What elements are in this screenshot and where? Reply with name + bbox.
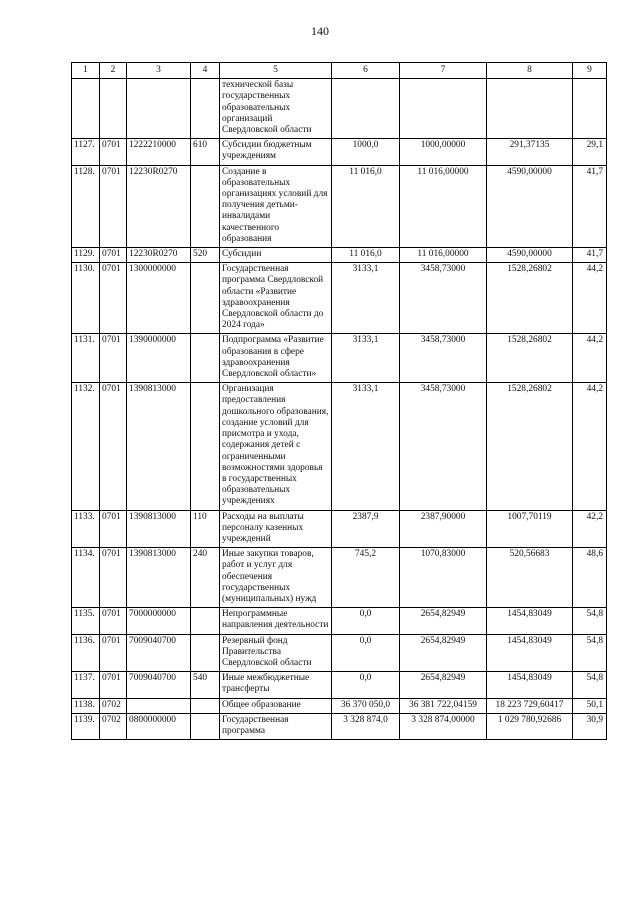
expense-type-cell: 110 <box>191 510 220 548</box>
execution-percent-cell: 30,9 <box>573 713 607 739</box>
execution-percent-cell: 48,6 <box>573 548 607 608</box>
execution-percent-cell: 54,8 <box>573 672 607 698</box>
approved-amount-cell: 745,2 <box>332 548 400 608</box>
expense-type-cell <box>191 334 220 383</box>
section-code-cell: 0701 <box>100 139 127 165</box>
refined-amount-cell: 2654,82949 <box>400 634 487 672</box>
target-article-cell: 7009040700 <box>127 634 191 672</box>
approved-amount-cell: 2387,9 <box>332 510 400 548</box>
expense-type-cell <box>191 698 220 713</box>
row-number-cell: 1130. <box>72 263 100 334</box>
approved-amount-cell: 3 328 874,0 <box>332 713 400 739</box>
approved-amount-cell: 11 016,0 <box>332 248 400 263</box>
table-row <box>72 608 607 634</box>
expense-type-cell <box>191 79 220 139</box>
execution-percent-cell: 41,7 <box>573 165 607 247</box>
approved-amount-cell: 3133,1 <box>332 334 400 383</box>
refined-amount-cell: 3458,73000 <box>400 383 487 510</box>
executed-amount-cell: 4590,00000 <box>487 165 573 247</box>
section-code-cell: 0701 <box>100 608 127 634</box>
section-code-cell: 0701 <box>100 263 127 334</box>
target-article-cell: 1390813000 <box>127 548 191 608</box>
section-code-cell: 0701 <box>100 634 127 672</box>
name-cell: Непрограммные направления деятельности <box>220 608 332 634</box>
table-row <box>72 672 607 698</box>
executed-amount-cell: 1 029 780,92686 <box>487 713 573 739</box>
table-body <box>72 79 607 740</box>
section-code-cell: 0701 <box>100 165 127 247</box>
name-cell: технической базы государственных образовательных организаций Свердловской области <box>220 79 332 139</box>
row-number-cell <box>72 79 100 139</box>
approved-amount-cell: 3133,1 <box>332 383 400 510</box>
expense-type-cell: 610 <box>191 139 220 165</box>
table-row <box>72 79 607 139</box>
execution-percent-cell: 42,2 <box>573 510 607 548</box>
refined-amount-cell: 3458,73000 <box>400 334 487 383</box>
target-article-cell: 7009040700 <box>127 672 191 698</box>
approved-amount-cell <box>332 79 400 139</box>
executed-amount-cell: 1454,83049 <box>487 634 573 672</box>
execution-percent-cell <box>573 79 607 139</box>
executed-amount-cell: 291,37135 <box>487 139 573 165</box>
name-cell: Субсидии бюджетным учреждениям <box>220 139 332 165</box>
expense-type-cell <box>191 383 220 510</box>
refined-amount-cell: 11 016,00000 <box>400 165 487 247</box>
section-code-cell: 0701 <box>100 248 127 263</box>
row-number-cell: 1134. <box>72 548 100 608</box>
executed-amount-cell: 1528,26802 <box>487 383 573 510</box>
refined-amount-cell: 3458,73000 <box>400 263 487 334</box>
execution-percent-cell: 50,1 <box>573 698 607 713</box>
execution-percent-cell: 41,7 <box>573 248 607 263</box>
row-number-cell: 1139. <box>72 713 100 739</box>
row-number-cell: 1135. <box>72 608 100 634</box>
name-cell: Расходы на выплаты персоналу казенных учреждений <box>220 510 332 548</box>
section-code-cell: 0701 <box>100 510 127 548</box>
executed-amount-cell: 18 223 729,60417 <box>487 698 573 713</box>
target-article-cell: 12230R0270 <box>127 248 191 263</box>
table-row <box>72 383 607 510</box>
target-article-cell <box>127 79 191 139</box>
target-article-cell <box>127 698 191 713</box>
row-number-cell: 1127. <box>72 139 100 165</box>
execution-percent-cell: 44,2 <box>573 383 607 510</box>
execution-percent-cell: 44,2 <box>573 334 607 383</box>
name-cell: Резервный фонд Правительства Свердловской области <box>220 634 332 672</box>
column-header: 4 <box>191 63 220 79</box>
approved-amount-cell: 3133,1 <box>332 263 400 334</box>
row-number-cell: 1129. <box>72 248 100 263</box>
row-number-cell: 1131. <box>72 334 100 383</box>
refined-amount-cell: 2654,82949 <box>400 672 487 698</box>
column-header: 7 <box>400 63 487 79</box>
refined-amount-cell: 1000,00000 <box>400 139 487 165</box>
name-cell: Общее образование <box>220 698 332 713</box>
column-header: 8 <box>487 63 573 79</box>
expense-type-cell <box>191 608 220 634</box>
column-header: 2 <box>100 63 127 79</box>
target-article-cell: 1390813000 <box>127 510 191 548</box>
table-header-row <box>72 63 607 79</box>
execution-percent-cell: 29,1 <box>573 139 607 165</box>
table-row <box>72 698 607 713</box>
name-cell: Создание в образовательных организациях условий для получения детьми-инвалидами качественного образования <box>220 165 332 247</box>
table-row <box>72 139 607 165</box>
name-cell: Подпрограмма «Развитие образования в сфере здравоохранения Свердловской области» <box>220 334 332 383</box>
table-row <box>72 510 607 548</box>
section-code-cell: 0701 <box>100 334 127 383</box>
expense-type-cell: 540 <box>191 672 220 698</box>
executed-amount-cell: 520,56683 <box>487 548 573 608</box>
executed-amount-cell: 1007,70119 <box>487 510 573 548</box>
execution-percent-cell: 54,8 <box>573 608 607 634</box>
expense-type-cell: 520 <box>191 248 220 263</box>
table-row <box>72 165 607 247</box>
refined-amount-cell: 11 016,00000 <box>400 248 487 263</box>
executed-amount-cell: 1454,83049 <box>487 608 573 634</box>
target-article-cell: 1390813000 <box>127 383 191 510</box>
approved-amount-cell: 0,0 <box>332 672 400 698</box>
section-code-cell: 0702 <box>100 698 127 713</box>
executed-amount-cell: 1528,26802 <box>487 334 573 383</box>
target-article-cell: 1390000000 <box>127 334 191 383</box>
expense-type-cell <box>191 263 220 334</box>
expense-type-cell: 240 <box>191 548 220 608</box>
name-cell: Иные межбюджетные трансферты <box>220 672 332 698</box>
row-number-cell: 1138. <box>72 698 100 713</box>
name-cell: Государственная программа Свердловской области «Развитие здравоохранения Свердловской области до 2024 года» <box>220 263 332 334</box>
column-header: 5 <box>220 63 332 79</box>
row-number-cell: 1132. <box>72 383 100 510</box>
column-header: 9 <box>573 63 607 79</box>
section-code-cell: 0701 <box>100 672 127 698</box>
row-number-cell: 1136. <box>72 634 100 672</box>
execution-percent-cell: 44,2 <box>573 263 607 334</box>
table-row <box>72 334 607 383</box>
table-row <box>72 263 607 334</box>
refined-amount-cell: 2387,90000 <box>400 510 487 548</box>
executed-amount-cell: 4590,00000 <box>487 248 573 263</box>
approved-amount-cell: 0,0 <box>332 634 400 672</box>
row-number-cell: 1133. <box>72 510 100 548</box>
name-cell: Государственная программа <box>220 713 332 739</box>
table-row <box>72 548 607 608</box>
name-cell: Организация предоставления дошкольного образования, создание условий для присмотра и ухода, содержания детей с ограниченными возможностями здоровья в государственных образовательных учреждениях <box>220 383 332 510</box>
target-article-cell: 7000000000 <box>127 608 191 634</box>
page-number: 140 <box>311 24 329 38</box>
approved-amount-cell: 36 370 050,0 <box>332 698 400 713</box>
budget-table <box>71 62 607 740</box>
target-article-cell: 12230R0270 <box>127 165 191 247</box>
approved-amount-cell: 1000,0 <box>332 139 400 165</box>
refined-amount-cell: 1070,83000 <box>400 548 487 608</box>
target-article-cell: 1222210000 <box>127 139 191 165</box>
section-code-cell <box>100 79 127 139</box>
row-number-cell: 1128. <box>72 165 100 247</box>
section-code-cell: 0702 <box>100 713 127 739</box>
target-article-cell: 1300000000 <box>127 263 191 334</box>
column-header: 1 <box>72 63 100 79</box>
refined-amount-cell: 2654,82949 <box>400 608 487 634</box>
approved-amount-cell: 0,0 <box>332 608 400 634</box>
refined-amount-cell <box>400 79 487 139</box>
table-row <box>72 713 607 739</box>
executed-amount-cell: 1528,26802 <box>487 263 573 334</box>
executed-amount-cell <box>487 79 573 139</box>
column-header: 6 <box>332 63 400 79</box>
section-code-cell: 0701 <box>100 383 127 510</box>
section-code-cell: 0701 <box>100 548 127 608</box>
expense-type-cell <box>191 713 220 739</box>
approved-amount-cell: 11 016,0 <box>332 165 400 247</box>
expense-type-cell <box>191 165 220 247</box>
expense-type-cell <box>191 634 220 672</box>
refined-amount-cell: 36 381 722,04159 <box>400 698 487 713</box>
table-row <box>72 634 607 672</box>
refined-amount-cell: 3 328 874,00000 <box>400 713 487 739</box>
execution-percent-cell: 54,8 <box>573 634 607 672</box>
name-cell: Субсидии <box>220 248 332 263</box>
executed-amount-cell: 1454,83049 <box>487 672 573 698</box>
name-cell: Иные закупки товаров, работ и услуг для обеспечения государственных (муниципальных) нужд <box>220 548 332 608</box>
column-header: 3 <box>127 63 191 79</box>
row-number-cell: 1137. <box>72 672 100 698</box>
target-article-cell: 0800000000 <box>127 713 191 739</box>
table-row <box>72 248 607 263</box>
